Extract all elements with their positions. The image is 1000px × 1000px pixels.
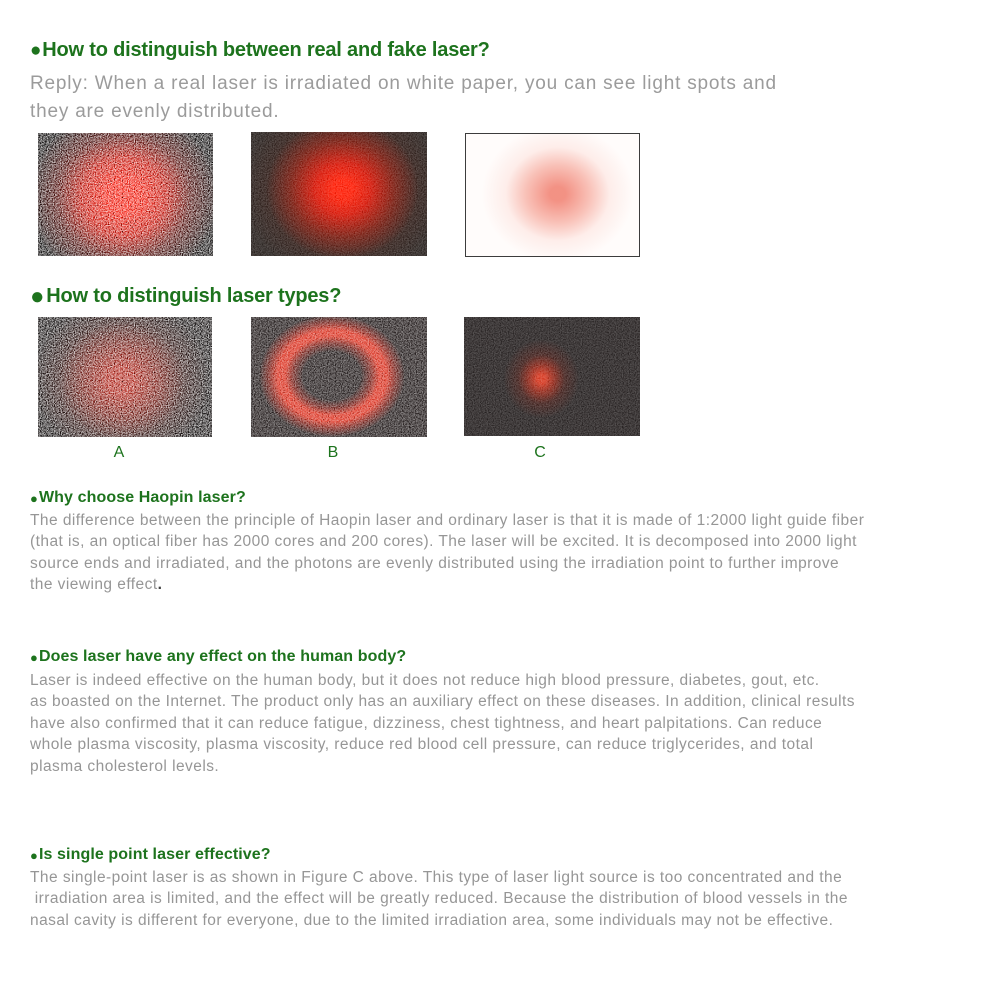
body-line: whole plasma viscosity, plasma viscosity, reduce red blood cell pressure, can reduce triglycerides, and total [30, 736, 814, 754]
figure-type-a-speckled-spot [38, 317, 212, 437]
figure-real-laser-speckled-spot [38, 133, 213, 256]
bullet-icon: ● [30, 649, 38, 665]
body-line: as boasted on the Internet. The product only has an auxiliary effect on these diseases. In addition, clinical results [30, 693, 855, 711]
sentence-period: . [157, 576, 163, 594]
heading-text: How to distinguish laser types? [46, 285, 342, 307]
question-heading-real-vs-fake [30, 39, 490, 62]
body-line: The difference between the principle of Haopin laser and ordinary laser is that it is made of 1:2000 light guide fiber [30, 512, 865, 529]
reply-line: Reply: When a real laser is irradiated on white paper, you can see light spots and [30, 73, 777, 94]
figure-label-b: B [327, 444, 339, 461]
body-line: have also confirmed that it can reduce fatigue, dizziness, chest tightness, and heart palpitations. Can reduce [30, 714, 823, 732]
figure-smooth-red-glow-spot [251, 132, 427, 256]
body-line: source ends and irradiated, and the photons are evenly distributed using the irradiation point to further improve [30, 554, 840, 572]
reply-paragraph [30, 70, 777, 126]
heading-text: How to distinguish between real and fake laser? [42, 39, 490, 61]
reply-line: they are evenly distributed. [30, 101, 280, 122]
heading-text: Does laser have any effect on the human body? [38, 648, 407, 665]
figure-type-b-red-ring [251, 317, 427, 437]
question-heading-why-haopin [30, 489, 246, 507]
body-line: plasma cholesterol levels. [30, 757, 220, 775]
figure-type-c-single-dot [464, 317, 640, 436]
heading-text: Is single point laser effective? [38, 846, 271, 863]
bullet-icon: ● [30, 490, 38, 506]
body-line: nasal cavity is different for everyone, due to the limited irradiation area, some individuals may not be effective. [30, 911, 834, 929]
question-heading-single-point-effective [30, 846, 271, 864]
bullet-icon: ● [30, 847, 38, 863]
why-haopin-paragraph [30, 510, 864, 596]
bullet-icon: ● [30, 39, 42, 61]
figure-fake-laser-white-paper [465, 133, 640, 257]
question-heading-laser-types [30, 282, 342, 310]
human-body-effect-paragraph [30, 670, 855, 777]
bullet-icon: ● [30, 282, 45, 310]
figure-label-a: A [113, 444, 125, 461]
single-point-paragraph [30, 867, 848, 931]
figure-label-c: C [534, 444, 546, 461]
heading-text: Why choose Haopin laser? [38, 489, 246, 506]
body-line: The single-point laser is as shown in Figure C above. This type of laser light source is too concentrated and the [30, 869, 843, 886]
body-line: Laser is indeed effective on the human body, but it does not reduce high blood pressure, diabetes, gout, etc. [30, 672, 820, 689]
body-line: (that is, an optical fiber has 2000 cores and 200 cores). The laser will be excited. It is decomposed into 2000 light [30, 533, 857, 551]
body-line: the viewing effect. [30, 576, 163, 594]
question-heading-human-body-effect [30, 648, 406, 666]
body-line: irradiation area is limited, and the effect will be greatly reduced. Because the distribution of blood vessels in the [30, 890, 848, 908]
